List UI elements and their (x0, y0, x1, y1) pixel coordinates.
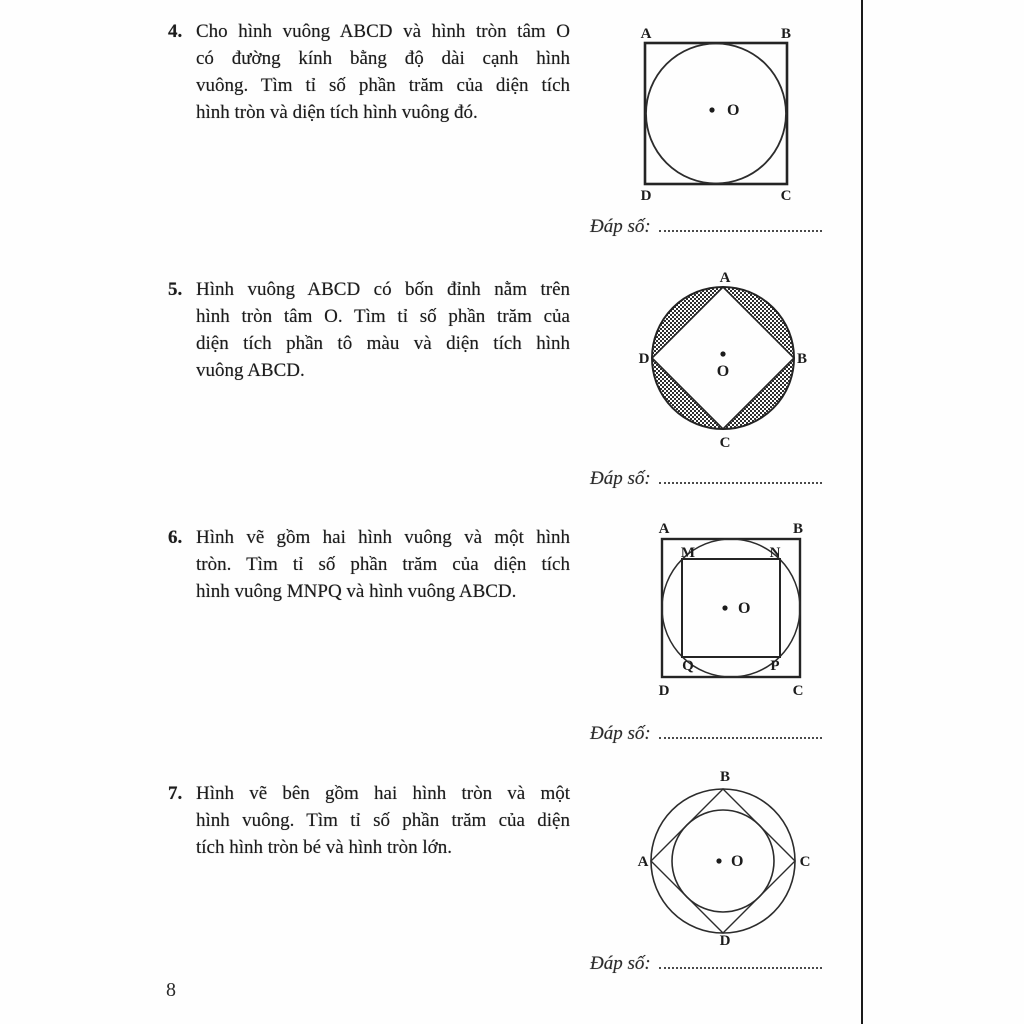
vertex-label-d: D (638, 351, 650, 367)
center-dot (716, 858, 721, 863)
problem-4-line: hình tròn và diện tích hình vuông đó. (196, 102, 478, 123)
vertex-label-b: B (780, 26, 792, 42)
center-dot (720, 351, 725, 356)
problem-7-line: tích hình tròn bé và hình tròn lớn. (196, 837, 452, 858)
problem-4-line: Cho hình vuông ABCD và hình tròn tâm O (196, 21, 570, 42)
answer-row-5 (590, 467, 822, 490)
figure-5-circle-shaded-diamond (630, 270, 820, 460)
answer-row-7 (590, 952, 822, 975)
problem-5-line: hình tròn tâm O. Tìm tỉ số phần trăm của (196, 306, 570, 327)
center-dot (722, 605, 727, 610)
problem-6-line: tròn. Tìm tỉ số phần trăm của diện tích (196, 554, 570, 575)
answer-label: Đáp số: (590, 723, 651, 744)
vertex-label-d: D (640, 188, 652, 204)
problem-4-line: vuông. Tìm tỉ số phần trăm của diện tích (196, 75, 570, 96)
figure-7-two-circles-diamond (630, 765, 830, 955)
center-label-o: O (727, 102, 740, 119)
center-label-o: O (731, 853, 744, 870)
problem-5-text (196, 276, 570, 384)
vertex-label-c: C (719, 435, 731, 451)
vertex-label-c: C (799, 854, 811, 870)
vertex-label-p: P (770, 658, 780, 674)
vertex-label-a: A (658, 521, 670, 537)
figure-6-nested-squares-circle (640, 518, 820, 708)
vertex-label-a: A (637, 854, 649, 870)
problem-6-number: 6. (168, 527, 183, 548)
problem-4-text (196, 18, 570, 126)
inner-square-mnpq (682, 559, 780, 657)
vertex-label-b: B (796, 351, 808, 367)
problem-7-line: hình vuông. Tìm tỉ số phần trăm của diện (196, 810, 570, 831)
center-dot (709, 107, 714, 112)
answer-row-6 (590, 722, 822, 745)
problem-6-text (196, 524, 570, 605)
vertex-label-b: B (719, 769, 731, 785)
center-label-o: O (716, 363, 730, 380)
problem-4-number: 4. (168, 21, 183, 42)
answer-row-4 (590, 215, 822, 238)
problem-5-line: vuông ABCD. (196, 360, 305, 381)
page-number: 8 (166, 979, 176, 1001)
center-label-o: O (738, 600, 751, 617)
problem-6-line: hình vuông MNPQ và hình vuông ABCD. (196, 581, 517, 602)
answer-dotted-line (659, 952, 822, 969)
answer-dotted-line (659, 467, 822, 484)
problem-6-line: Hình vẽ gồm hai hình vuông và một hình (196, 527, 570, 548)
vertex-label-n: N (769, 545, 781, 561)
vertex-label-b: B (792, 521, 804, 537)
problem-5-line: Hình vuông ABCD có bốn đỉnh nằm trên (196, 279, 570, 300)
problem-4-line: có đường kính bằng độ dài cạnh hình (196, 48, 570, 69)
answer-label: Đáp số: (590, 216, 651, 237)
answer-dotted-line (659, 215, 822, 232)
vertex-label-m: M (680, 545, 696, 561)
inner-circle (672, 810, 774, 912)
page-edge-rule (861, 0, 863, 1024)
vertex-label-a: A (719, 270, 731, 286)
answer-dotted-line (659, 722, 822, 739)
problem-7-number: 7. (168, 783, 183, 804)
problem-7 (168, 780, 570, 861)
problem-4 (168, 18, 570, 126)
vertex-label-c: C (792, 683, 804, 699)
figure-4-square-inscribed-circle (630, 18, 830, 218)
answer-label: Đáp số: (590, 953, 651, 974)
vertex-label-q: Q (682, 658, 694, 674)
answer-label: Đáp số: (590, 468, 651, 489)
vertex-label-d: D (658, 683, 670, 699)
vertex-label-c: C (780, 188, 792, 204)
vertex-label-d: D (719, 933, 731, 949)
inscribed-circle (646, 44, 786, 184)
problem-5-line: diện tích phần tô màu và diện tích hình (196, 333, 570, 354)
problem-5 (168, 276, 570, 384)
problem-7-text (196, 780, 570, 861)
problem-7-line: Hình vẽ bên gồm hai hình tròn và một (196, 783, 570, 804)
vertex-label-a: A (640, 26, 652, 42)
problem-6 (168, 524, 570, 605)
problem-5-number: 5. (168, 279, 183, 300)
